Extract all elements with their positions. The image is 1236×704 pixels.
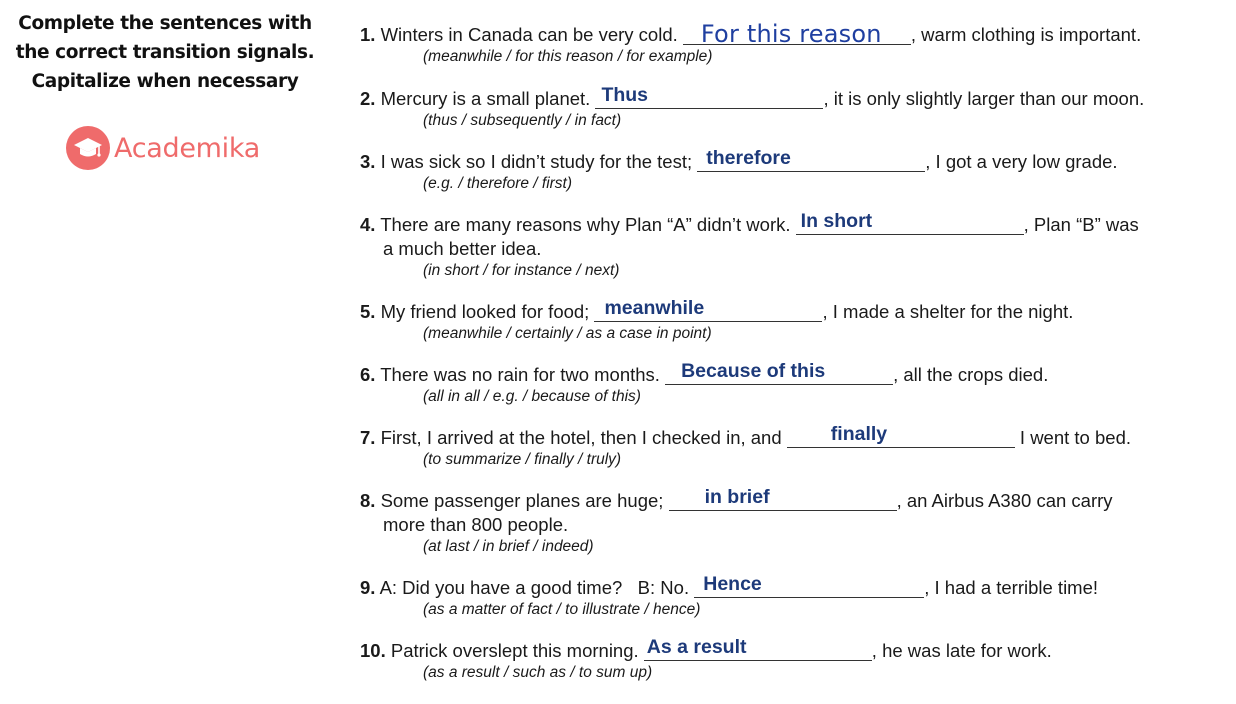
answer-blank[interactable] <box>796 212 1024 235</box>
question-3 <box>360 149 1118 194</box>
question-text: Some passenger planes are huge; <box>380 490 664 511</box>
answer-text: Hence <box>703 573 762 595</box>
question-text-continuation: a much better idea. <box>383 238 542 259</box>
answer-options: (as a result / such as / to sum up) <box>423 664 653 681</box>
question-8 <box>360 488 1113 557</box>
question-text: Winters in Canada can be very cold. <box>380 24 678 45</box>
answer-blank[interactable] <box>694 575 924 598</box>
answer-blank[interactable] <box>697 149 925 172</box>
question-6 <box>360 362 1048 407</box>
logo-text: Academika <box>114 132 260 164</box>
answer-text: In short <box>800 210 873 232</box>
question-text: There was no rain for two months. <box>380 364 660 385</box>
question-number: 10. <box>360 640 386 661</box>
question-text: First, I arrived at the hotel, then I checked in, and <box>380 427 782 448</box>
answer-text: finally <box>830 423 888 445</box>
question-number: 7. <box>360 427 376 448</box>
question-text-after: , I had a terrible time! <box>924 577 1099 598</box>
answer-text: Thus <box>601 84 649 106</box>
question-number: 8. <box>360 490 376 511</box>
answer-text: meanwhile <box>604 297 705 319</box>
answer-options: (meanwhile / for this reason / for example) <box>423 48 713 65</box>
question-text: Patrick overslept this morning. <box>390 640 639 661</box>
question-7 <box>360 425 1131 470</box>
answer-blank[interactable] <box>644 638 872 661</box>
question-number: 9. <box>360 577 376 598</box>
question-text-after: , I got a very low grade. <box>925 151 1118 172</box>
question-text: There are many reasons why Plan “A” didn’t work. <box>380 214 791 235</box>
question-5 <box>360 299 1073 344</box>
question-text-continuation: more than 800 people. <box>383 514 569 535</box>
question-text-after: , an Airbus A380 can carry <box>896 490 1113 511</box>
question-text-after: , I made a shelter for the night. <box>822 301 1074 322</box>
instructions <box>10 9 320 96</box>
answer-text: For this reason <box>700 20 882 48</box>
instructions-line-2: the correct transition signals. <box>15 42 315 63</box>
answer-options: (e.g. / therefore / first) <box>423 175 573 192</box>
question-text: Mercury is a small planet. <box>380 88 591 109</box>
question-number: 4. <box>360 214 376 235</box>
answer-blank[interactable] <box>595 86 823 109</box>
question-text-after: , all the crops died. <box>893 364 1049 385</box>
answer-options: (as a matter of fact / to illustrate / hence) <box>423 601 701 618</box>
answer-options: (thus / subsequently / in fact) <box>423 112 622 129</box>
question-text-after: , warm clothing is important. <box>910 24 1142 45</box>
answer-text: As a result <box>646 636 747 658</box>
question-text-after: , Plan “B” was <box>1023 214 1139 235</box>
answer-blank[interactable] <box>683 20 911 48</box>
answer-blank[interactable] <box>669 488 897 511</box>
question-2 <box>360 86 1144 131</box>
question-text-after: I went to bed. <box>1019 427 1131 448</box>
question-number: 6. <box>360 364 376 385</box>
instructions-line-1: Complete the sentences with <box>18 13 312 34</box>
answer-options: (to summarize / finally / truly) <box>423 451 622 468</box>
answer-blank[interactable] <box>787 425 1015 448</box>
question-text: My friend looked for food; <box>380 301 590 322</box>
question-text: I was sick so I didn’t study for the test; <box>380 151 693 172</box>
answer-options: (all in all / e.g. / because of this) <box>423 388 641 405</box>
answer-options: (in short / for instance / next) <box>423 262 620 279</box>
instructions-line-3: Capitalize when necessary <box>31 71 299 92</box>
answer-blank[interactable] <box>594 299 822 322</box>
question-1 <box>360 22 1141 67</box>
answer-options: (at last / in brief / indeed) <box>423 538 594 555</box>
question-text-after: , he was late for work. <box>871 640 1052 661</box>
question-number: 5. <box>360 301 376 322</box>
answer-text: in brief <box>704 486 770 508</box>
answer-options: (meanwhile / certainly / as a case in point) <box>423 325 712 342</box>
question-9 <box>360 575 1098 620</box>
question-number: 1. <box>360 24 376 45</box>
question-4 <box>360 212 1139 281</box>
answer-text: therefore <box>706 147 791 169</box>
question-number: 3. <box>360 151 376 172</box>
answer-blank[interactable] <box>665 362 893 385</box>
question-text: A: Did you have a good time? B: No. <box>379 577 690 598</box>
graduation-cap-icon <box>66 126 110 170</box>
answer-text: Because of this <box>681 360 826 382</box>
question-text-after: , it is only slightly larger than our moon. <box>823 88 1145 109</box>
academika-logo <box>66 124 260 172</box>
question-number: 2. <box>360 88 376 109</box>
question-10 <box>360 638 1052 683</box>
